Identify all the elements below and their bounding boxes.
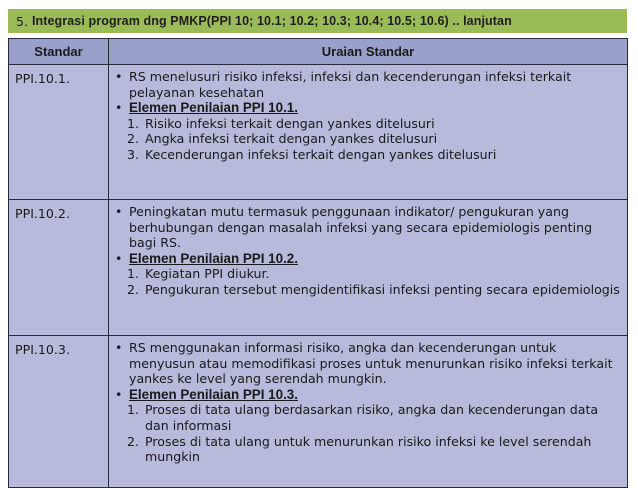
element-text: Proses di tata ulang untuk menurunkan risiko infeksi ke level serendah mungkin bbox=[145, 433, 592, 465]
element-number: 2. bbox=[127, 131, 140, 147]
bullet-icon: • bbox=[115, 204, 123, 219]
standard-description bbox=[109, 336, 628, 488]
bullet-icon: • bbox=[115, 100, 123, 116]
bullet-icon: • bbox=[115, 340, 123, 355]
element-text: Pengukuran tersebut mengidentifikasi infeksi penting secara epidemiologis bbox=[145, 281, 620, 297]
standard-code: PPI.10.3. bbox=[9, 336, 109, 488]
table-row bbox=[9, 65, 628, 200]
standard-statement: Peningkatan mutu termasuk penggunaan indikator/ pengukuran yang berhubungan dengan masalah infeksi yang secara epidemiologis penting bagi RS. bbox=[129, 204, 593, 251]
elemen-penilaian-label: Elemen Penilaian PPI 10.1. bbox=[129, 100, 298, 116]
assessment-element bbox=[115, 266, 621, 282]
assessment-element bbox=[115, 434, 621, 465]
bullet-icon: • bbox=[115, 69, 123, 84]
elemen-heading-item bbox=[115, 100, 621, 116]
assessment-element bbox=[115, 402, 621, 433]
element-number: 2. bbox=[127, 281, 140, 297]
element-number: 1. bbox=[127, 402, 140, 418]
element-number: 1. bbox=[127, 266, 140, 282]
assessment-element bbox=[115, 282, 621, 298]
elemen-penilaian-label: Elemen Penilaian PPI 10.3. bbox=[129, 386, 298, 402]
header-standar: Standar bbox=[9, 39, 109, 65]
element-text: Proses di tata ulang berdasarkan risiko, angka dan kecenderungan data dan informasi bbox=[145, 402, 599, 433]
standard-code: PPI.10.2. bbox=[9, 200, 109, 336]
statement-item bbox=[115, 69, 621, 100]
title-number: 5. bbox=[16, 13, 28, 29]
element-text: Kecenderungan infeksi terkait dengan yankes ditelusuri bbox=[145, 146, 497, 162]
table-row bbox=[9, 200, 628, 336]
table-row bbox=[9, 336, 628, 488]
element-number: 3. bbox=[127, 146, 140, 162]
standard-code: PPI.10.1. bbox=[9, 65, 109, 200]
element-number: 1. bbox=[127, 115, 140, 131]
statement-item bbox=[115, 204, 621, 251]
assessment-element bbox=[115, 131, 621, 147]
element-text: Angka infeksi terkait dengan yankes ditelusuri bbox=[145, 131, 438, 147]
statement-item bbox=[115, 340, 621, 387]
standard-statement: RS menggunakan informasi risiko, angka dan kecenderungan untuk menyusun atau memodifikasi proses untuk menurunkan risiko infeksi terkait yankes ke level yang serendah mungkin. bbox=[129, 340, 613, 387]
slide-title: Integrasi program dng PMKP(PPI 10; 10.1; 10.2; 10.3; 10.4; 10.5; 10.6) .. lanjutan bbox=[31, 14, 512, 28]
assessment-element bbox=[115, 147, 621, 163]
standard-statement: RS menelusuri risiko infeksi, infeksi dan kecenderungan infeksi terkait pelayanan kesehatan bbox=[129, 69, 572, 100]
elemen-heading-item bbox=[115, 387, 621, 403]
element-number: 2. bbox=[127, 433, 140, 449]
header-uraian-standar: Uraian Standar bbox=[109, 39, 628, 65]
assessment-element bbox=[115, 116, 621, 132]
elemen-heading-item bbox=[115, 251, 621, 267]
standards-table bbox=[8, 38, 628, 488]
standard-description bbox=[109, 65, 628, 200]
element-text: Risiko infeksi terkait dengan yankes ditelusuri bbox=[145, 115, 435, 131]
elemen-penilaian-label: Elemen Penilaian PPI 10.2. bbox=[129, 250, 298, 266]
table-header-row bbox=[9, 39, 628, 65]
slide-title-bar bbox=[8, 9, 627, 33]
element-text: Kegiatan PPI diukur. bbox=[145, 266, 270, 282]
bullet-icon: • bbox=[115, 386, 123, 402]
standard-description bbox=[109, 200, 628, 336]
bullet-icon: • bbox=[115, 250, 123, 266]
